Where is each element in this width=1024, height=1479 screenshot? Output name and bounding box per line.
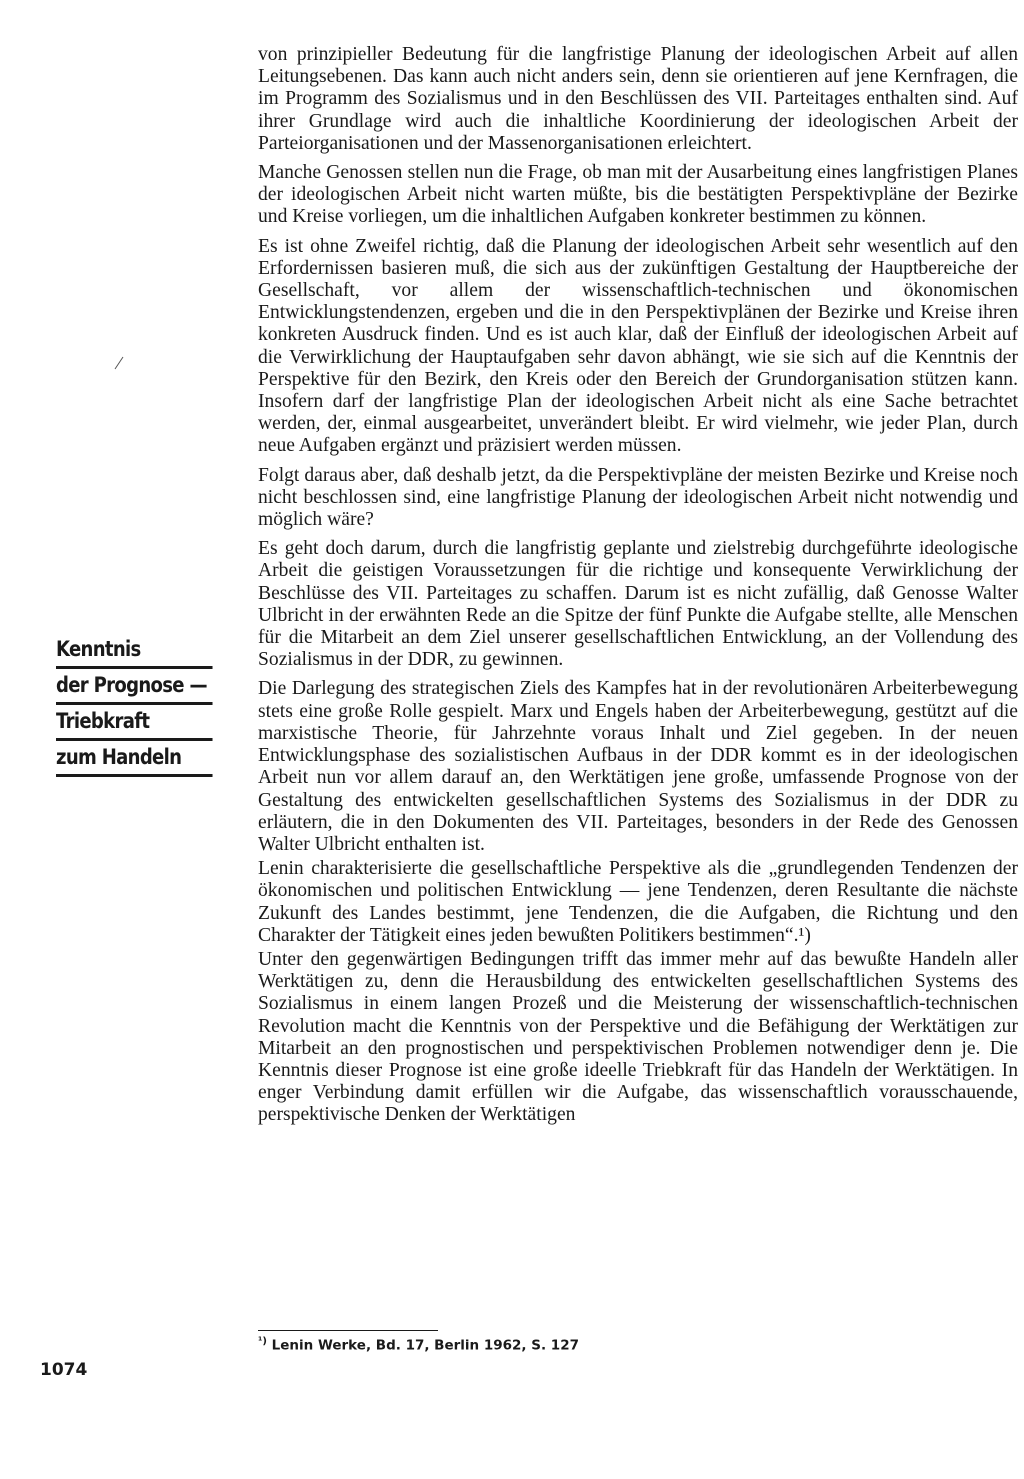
paragraph: Folgt daraus aber, daß deshalb jetzt, da die Perspektivpläne der meisten Bezirke und Kreise noch nicht beschlossen sind, eine langfristige Planung der ideologischen Arbeit nicht notwendig und möglich wäre? [258, 464, 1018, 531]
footnote-divider [258, 1330, 438, 1331]
pencil-mark-icon [114, 356, 124, 370]
footnote-marker: ¹) [258, 1336, 267, 1347]
side-heading-line: Triebkraft [56, 706, 213, 741]
paragraph: Es geht doch darum, durch die langfristig geplante und zielstrebig durchgeführte ideologische Arbeit die geistigen Voraussetzungen für die richtige und konsequente Verwirklichung der Beschlüsse des VII. Parteitages zu schaffen. Darum ist es nicht zufällig, daß Genosse Walter Ulbricht in der erwähnten Rede an die Spitze der fünf Punkte die Aufgabe stellte, alle Menschen für die Mitarbeit an dem Ziel unserer gesellschaftlichen Entwicklung, an der Vollendung des Sozialismus in der DDR, zu gewinnen. [258, 538, 1018, 671]
paragraph: von prinzipieller Bedeutung für die langfristige Planung der ideologischen Arbeit auf allen Leitungsebenen. Das kann auch nicht anders sein, denn sie orientieren auf jene Kernfragen, die im Programm des Sozialismus und in den Beschlüssen des VII. Parteitages enthalten sind. Auf ihrer Grundlage wird auch die inhaltliche Koordinierung der ideologischen Arbeit der Parteiorganisationen und der Massenorganisationen erleichtert. [258, 44, 1018, 154]
page-number: 1074 [40, 1360, 88, 1380]
footnote [258, 1334, 579, 1354]
paragraph: Manche Genossen stellen nun die Frage, ob man mit der Ausarbeitung eines langfristigen Planes der ideologischen Arbeit nicht warten müßte, bis die bestätigten Perspektivpläne der Bezirke und Kreise vorliegen, um die inhaltlichen Aufgaben konkreter bestimmen zu können. [258, 162, 1018, 228]
paragraph: Die Darlegung des strategischen Ziels des Kampfes hat in der revolutionären Arbeiterbewegung stets eine große Rolle gespielt. Marx und Engels haben der Arbeiterbewegung, gestützt auf die marxistische Theorie, für Jahrzehnte voraus Inhalt und Ziel gegeben. In der neuen Entwicklungsphase des sozialistischen Aufbaus in der DDR kommt es in der ideologischen Arbeit nun vor allem darauf an, den Werktätigen jene große, umfassende Prognose von der Gestaltung des entwickelten gesellschaftlichen Systems des Sozialismus in der DDR zu erläutern, die in den Dokumenten des VII. Parteitages, besonders in der Rede des Genossen Walter Ulbricht enthalten ist. [258, 678, 1018, 855]
side-heading-line: zum Handeln [56, 742, 213, 777]
side-heading-line: der Prognose — [56, 670, 213, 705]
footnote-text: Lenin Werke, Bd. 17, Berlin 1962, S. 127 [271, 1337, 579, 1354]
paragraph: Es ist ohne Zweifel richtig, daß die Planung der ideologischen Arbeit sehr wesentlich auf den Erfordernissen basieren muß, die sich aus der zukünftigen Gestaltung der Hauptbereiche der Gesellschaft, vor allem der wissenschaftlich-technischen und ökonomischen Entwicklungstendenzen, ergeben und die in den Perspektivplänen der Bezirke und Kreise ihren konkreten Ausdruck finden. Und es ist auch klar, daß der Einfluß der ideologischen Arbeit auf die Verwirklichung der Hauptaufgaben sehr davon abhängt, wie sie sich auf die Kenntnis der Perspektive für den Bezirk, den Kreis oder den Bereich der Grundorganisation stützen kann. Insofern darf der langfristige Plan der ideologischen Arbeit nicht als eine Sache betrachtet werden, der, einmal ausgearbeitet, unverändert bleibt. Er wird vielmehr, wie jeder Plan, durch neue Aufgaben ergänzt und präzisiert werden müssen. [258, 235, 1018, 457]
side-heading [56, 634, 213, 778]
side-heading-line: Kenntnis [56, 634, 213, 669]
paragraph: Unter den gegenwärtigen Bedingungen trifft das immer mehr auf das bewußte Handeln aller Werktätigen zu, denn die Herausbildung des entwickelten gesellschaftlichen Systems des Sozialismus in einem langen Prozeß und die Meisterung der wissenschaftlich-technischen Revolution macht die Kenntnis von der Perspektive und die Befähigung der Werktätigen zur Mitarbeit an den prognostischen und perspektivischen Problemen notwendiger denn je. Die Kenntnis dieser Prognose ist eine große ideelle Triebkraft für das Handeln der Werktätigen. In enger Verbindung damit erfüllen wir die Aufgabe, das wissenschaftlich vorausschauende, perspektivische Denken der Werktätigen [258, 948, 1018, 1126]
main-text-column [258, 44, 1018, 1134]
paragraph: Lenin charakterisierte die gesellschaftliche Perspektive als die „grundlegenden Tendenzen der ökonomischen und politischen Entwicklung — jene Tendenzen, deren Resultante die nächste Zukunft des Landes bestimmt, jene Tendenzen, die die Aufgaben, die Richtung und den Charakter der Tätigkeit eines jeden bewußten Politikers bestimmen“.¹) [258, 858, 1018, 946]
